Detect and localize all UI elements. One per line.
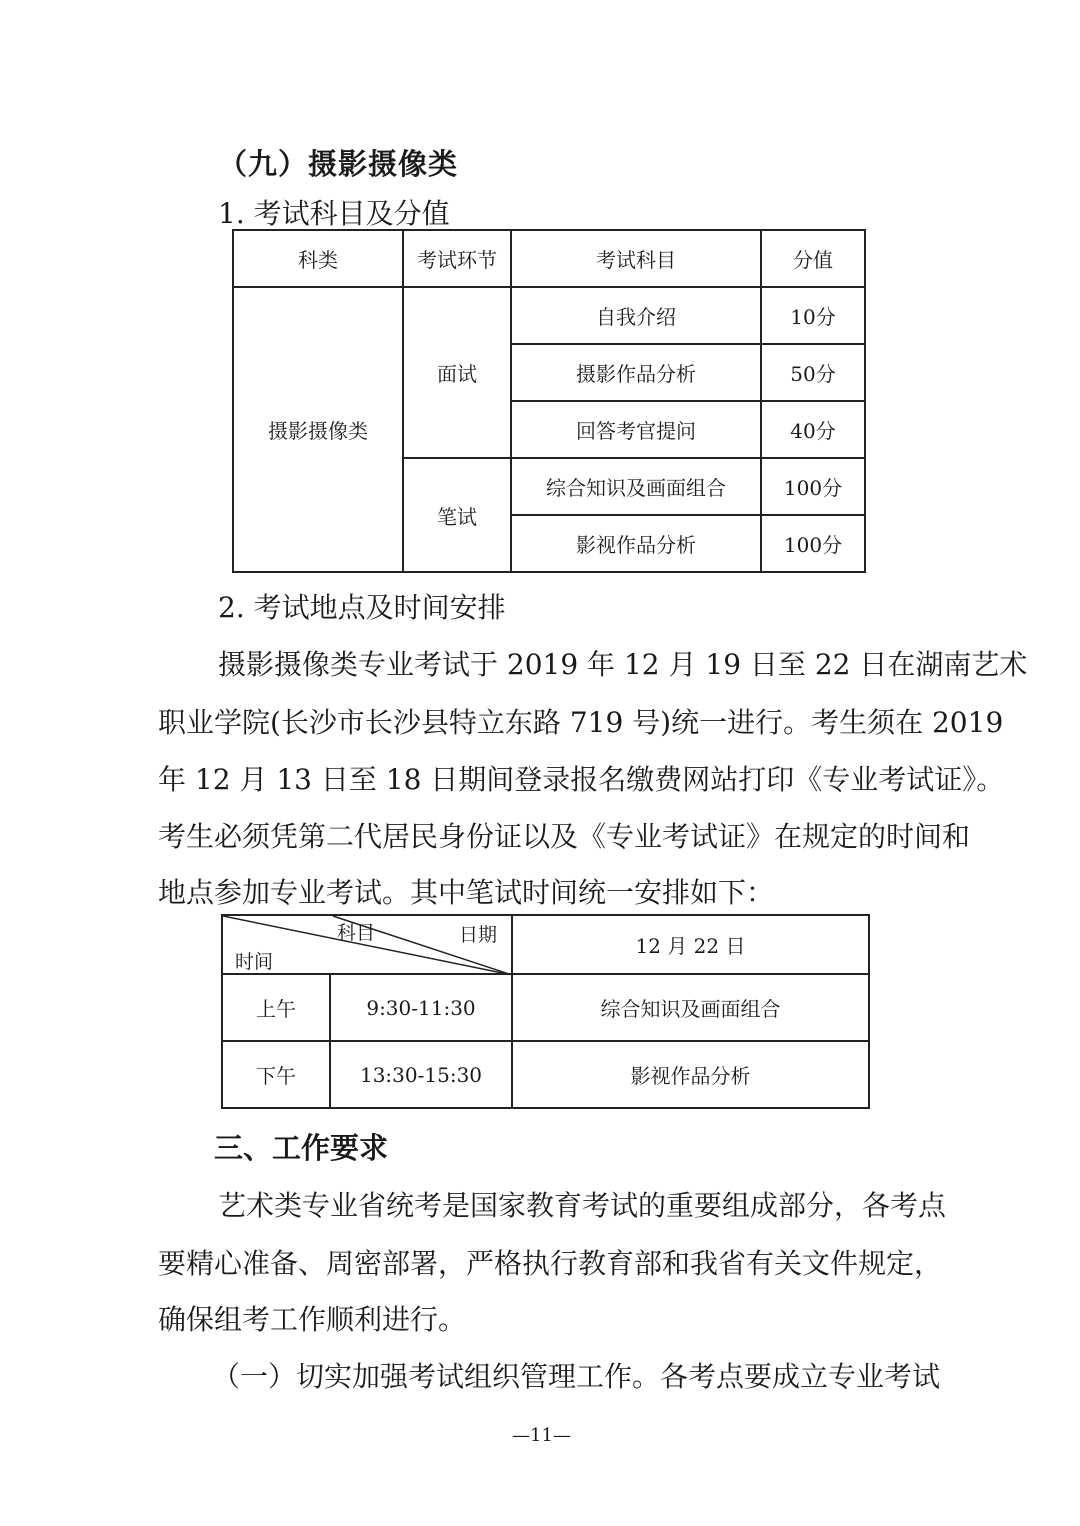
paragraph-line: 地点参加专业考试。其中笔试时间统一安排如下： xyxy=(158,876,775,909)
subject-cell: 影视作品分析 xyxy=(511,515,761,572)
score-cell: 50分 xyxy=(761,344,865,401)
score-header-subject: 考试科目 xyxy=(511,230,761,287)
score-cell: 40分 xyxy=(761,401,865,458)
header-subject-label: 科目 xyxy=(337,922,376,944)
section3-line: 确保组考工作顺利进行。 xyxy=(158,1303,467,1336)
time-cell: 9:30-11:30 xyxy=(330,974,512,1041)
subject-cell: 自我介绍 xyxy=(511,287,761,344)
date-header-cell: 12 月 22 日 xyxy=(512,915,869,974)
stage-interview-cell: 面试 xyxy=(403,287,511,458)
score-header-category: 科类 xyxy=(233,230,403,287)
score-category-cell: 摄影摄像类 xyxy=(233,287,403,572)
header-date-label: 日期 xyxy=(459,924,498,946)
item2-title: 2. 考试地点及时间安排 xyxy=(218,591,506,624)
paragraph-line: 年 12 月 13 日至 18 日期间登录报名缴费网站打印《专业考试证》。 xyxy=(158,763,1005,796)
section3-title: 三、工作要求 xyxy=(214,1131,389,1165)
subject-cell: 综合知识及画面组合 xyxy=(511,458,761,515)
stage-written-cell: 笔试 xyxy=(403,458,511,572)
paragraph-line: 考生必须凭第二代居民身份证以及《专业考试证》在规定的时间和 xyxy=(158,820,971,853)
paragraph-line: 职业学院(长沙市长沙县特立东路 719 号)统一进行。考生须在 2019 xyxy=(158,706,1004,739)
section3-line: 要精心准备、周密部署，严格执行教育部和我省有关文件规定， xyxy=(158,1247,943,1280)
page-number: —11— xyxy=(512,1425,571,1446)
exam-subject-cell: 综合知识及画面组合 xyxy=(512,974,869,1041)
subject-cell: 摄影作品分析 xyxy=(511,344,761,401)
score-cell: 10分 xyxy=(761,287,865,344)
schedule-table xyxy=(221,914,870,1109)
score-header-stage: 考试环节 xyxy=(403,230,511,287)
score-cell: 100分 xyxy=(761,458,865,515)
paragraph-line: 摄影摄像类专业考试于 2019 年 12 月 19 日至 22 日在湖南艺术 xyxy=(218,648,1028,681)
section3-line: 艺术类专业省统考是国家教育考试的重要组成部分，各考点 xyxy=(218,1189,947,1222)
score-table xyxy=(232,229,866,573)
exam-subject-cell: 影视作品分析 xyxy=(512,1041,869,1108)
header-time-label: 时间 xyxy=(235,951,274,973)
time-cell: 13:30-15:30 xyxy=(330,1041,512,1108)
score-cell: 100分 xyxy=(761,515,865,572)
diagonal-header-cell xyxy=(222,915,512,974)
subsection1-line: （一）切实加强考试组织管理工作。各考点要成立专业考试 xyxy=(212,1360,941,1393)
section-title: （九）摄影摄像类 xyxy=(218,147,459,181)
subject-cell: 回答考官提问 xyxy=(511,401,761,458)
period-cell: 下午 xyxy=(222,1041,330,1108)
score-header-value: 分值 xyxy=(761,230,865,287)
item1-title: 1. 考试科目及分值 xyxy=(218,197,450,230)
period-cell: 上午 xyxy=(222,974,330,1041)
